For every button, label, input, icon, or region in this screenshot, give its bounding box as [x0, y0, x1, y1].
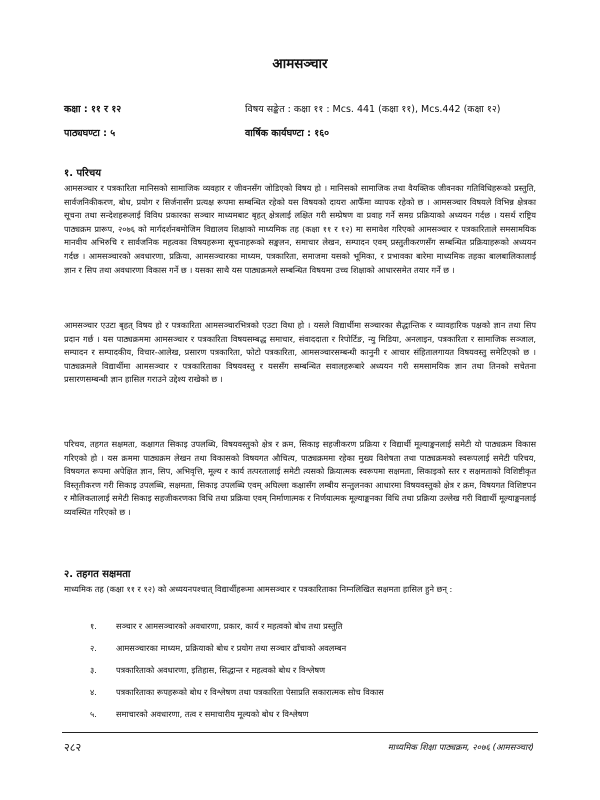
intro-paragraph-3: परिचय, तहगत सक्षमता, कक्षागत सिकाइ उपलब्धि, विषयवस्तुको क्षेत्र र क्रम, सिकाइ सहजीकरण प्रक्रिया र विद्यार्थी मूल्याङ्कनलाई समेटी यो पाठ्यक्रम विकास गरिएको हो । यस क्रममा पाठ्यक्रम लेखन तथा विकासको विषयगत औचित्य, पाठ्यक्रममा रहेका मुख्य विशेषता तथा पाठ्यक्रमको स्वरूपलाई समेटी परिचय, विषयगत रूपमा अपेक्षित ज्ञान, सिप, अभिवृत्ति, मूल्य र कार्य तत्परतालाई समेटी त्यसको क्रियात्मक स्वरूपमा सक्षमता, सिकाइको स्तर र सक्षमताको विशिष्टीकृत विस्तृतीकरण गरी सिकाइ उपलब्धि, सक्षमता, सिकाइ उपलब्धि एवम् अघिल्ला कक्षासँग लम्बीय सन्तुलनका आधारमा विषयवस्तुको क्षेत्र र क्रम, विषयगत विशिष्टपन र मौलिकतालाई समेटी सिकाइ सहजीकरणका विधि तथा प्रक्रिया एवम् निर्माणात्मक र निर्णयात्मक मूल्याङ्कनका विधि तथा प्रक्रिया उल्लेख गरी विद्यार्थी मूल्याङ्कनलाई व्यवस्थित गरिएको छ । [64, 439, 536, 517]
section-heading-competency: २. तहगत सक्षमता [64, 569, 131, 580]
page-number: २८२ [64, 741, 82, 754]
list-item: २. आमसञ्चारका माध्यम, प्रक्रियाको बोध र प्रयोग तथा सञ्चार ढाँचाको अवलम्बन [90, 643, 347, 653]
annual-hours: वार्षिक कार्यघण्टा : १६० [245, 128, 330, 139]
competency-intro: माध्यमिक तह (कक्षा ११ र १२) को अध्ययनपश्चात् विद्यार्थीहरूमा आमसञ्चार र पत्रकारिताका निम्नलिखित सक्षमता हासिल हुने छन् : [64, 584, 453, 594]
grade-label: कक्षा : ११ र १२ [64, 104, 122, 115]
subject-code: विषय सङ्केत : कक्षा ११ : Mcs. 441 (कक्षा ११), Mcs.442 (कक्षा १२) [245, 104, 501, 115]
list-item: ५. समाचारको अवधारणा, तत्व र समाचारीय मूल्यको बोध र विश्लेषण [90, 709, 309, 719]
page-title: आमसञ्चार [272, 56, 328, 72]
credit-label: पाठ्यघण्टा : ५ [64, 128, 116, 139]
list-item: ३. पत्रकारिताको अवधारणा, इतिहास, सिद्धान्त र महत्वको बोध र विश्लेषण [90, 665, 326, 675]
intro-paragraph-1: आमसञ्चार र पत्रकारिता मानिसको सामाजिक व्यवहार र जीवनसँग जोडिएको विषय हो । मानिसको सामाजिक तथा वैयक्तिक जीवनका गतिविधिहरूको प्रस्तुति, सार्वजनिकीकरण, बोध, प्रयोग र सिर्जनासँग प्रत्यक्ष रूपमा सम्बन्धित रहेको यस विषयको दायरा आफैँमा व्यापक रहेको छ । आमसञ्चार विषयले विभिन्न क्षेत्रका सूचना तथा सन्देशहरूलाई विविध प्रकारका सञ्चार माध्यमबाट बृहत् क्षेत्रलाई लक्षित गरी सम्प्रेषण वा प्रवाह गर्ने समग्र प्रक्रियाको अध्ययन गर्दछ । यसर्थ राष्ट्रिय पाठ्यक्रम प्रारूप, २०७६ को मार्गदर्शनबमोजिम विद्यालय शिक्षाको माध्यमिक तह (कक्षा ११ र १२) मा समावेश गरिएको आमसञ्चार र पत्रकारिताले समसामयिक मानवीय अभिरुचि र सार्वजनिक महत्वका विषयहरूमा सूचनाहरूको सङ्कलन, समाचार लेखन, सम्पादन एवम् प्रस्तुतीकरणसँग सम्बन्धित प्रक्रियाहरूको अध्ययन गर्दछ । आमसञ्चारको अवधारणा, प्रक्रिया, आमसञ्चारका माध्यम, पत्रकारिता, समाजमा यसको भूमिका, र प्रभावका बारेमा माध्यमिक तहका बालबालिकालाई ज्ञान र सिप तथा अवधारणा विकास गर्ने छ । यसका साथै यस पाठ्यक्रमले सम्बन्धित विषयमा उच्च शिक्षाको आधारसमेत तयार गर्ने छ । [64, 183, 536, 275]
list-item: १. सञ्चार र आमसञ्चारको अवधारणा, प्रकार, कार्य र महत्वको बोध तथा प्रस्तुति [90, 621, 343, 631]
footer-source: माध्यमिक शिक्षा पाठ्यक्रम, २०७६ (आमसञ्चार) [387, 743, 534, 753]
footer-divider [62, 732, 538, 733]
intro-paragraph-2: आमसञ्चार एउटा बृहत् विषय हो र पत्रकारिता आमसञ्चारभित्रको एउटा विधा हो । यसले विद्यार्थीमा सञ्चारका सैद्धान्तिक र व्यावहारिक पक्षको ज्ञान तथा सिप प्रदान गर्छ । यस पाठ्यक्रममा आमसञ्चार र पत्रकारिता विषयसम्बद्ध समाचार, संवाददाता र रिपोर्टिङ, न्यु मिडिया, अनलाइन, पत्रकारिता र सामाजिक सञ्जाल, सम्पादन र सम्पादकीय, विचार-आलेख, प्रसारण पत्रकारिता, फोटो पत्रकारिता, आमसञ्चारसम्बन्धी कानुनी र आचार संहितालगायत विषयवस्तु समेटिएको छ । पाठ्यक्रमले विद्यार्थीमा आमसञ्चार र पत्रकारिताका विषयवस्तु र यससँग सम्बन्धित सवालहरूबारे अध्ययन गरी समसामयिक ज्ञान तथा तिनको सचेतना प्रसारणसम्बन्धी ज्ञान हासिल गराउने उद्देश्य राखेको छ । [64, 320, 536, 385]
list-item: ४. पत्रकारिताका रूपहरूको बोध र विश्लेषण तथा पत्रकारिता पेसाप्रति सकारात्मक सोच विकास [90, 687, 384, 697]
section-heading-introduction: १. परिचय [64, 168, 101, 179]
